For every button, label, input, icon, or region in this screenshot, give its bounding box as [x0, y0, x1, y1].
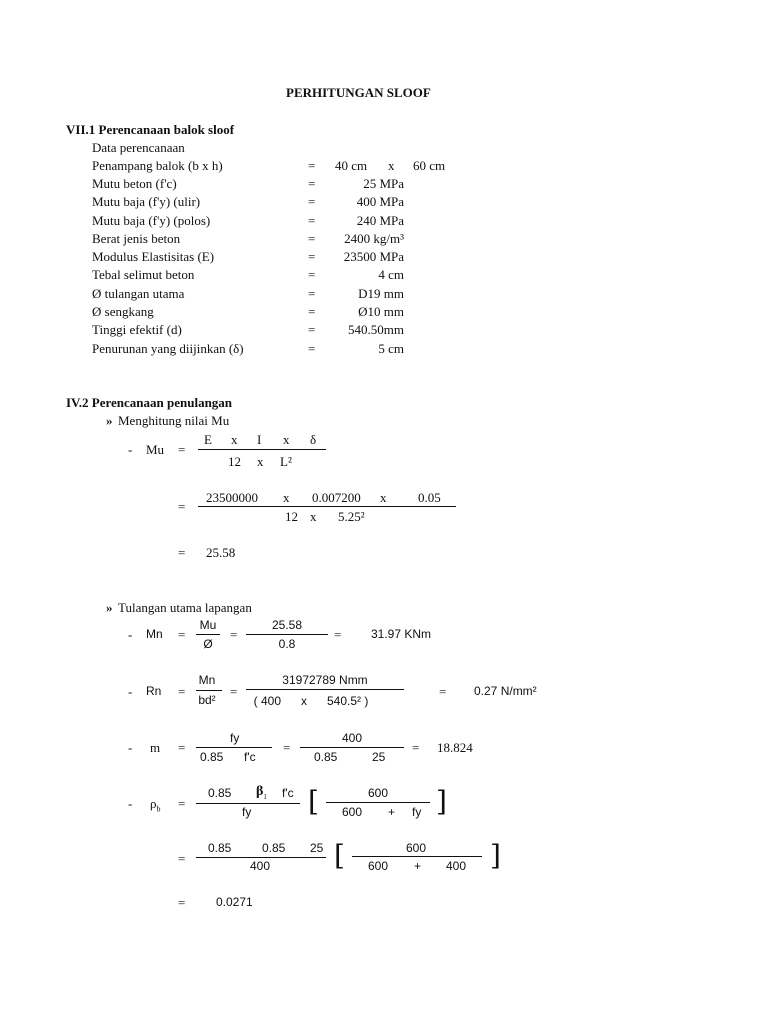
data-value: Ø10 mm: [358, 304, 404, 319]
dash: -: [128, 740, 133, 755]
equals-sign: =: [439, 684, 447, 699]
right-bracket: ]: [490, 839, 501, 872]
equals-sign: =: [308, 194, 316, 209]
data-value: 240 MPa: [356, 213, 404, 228]
fraction-bar: [198, 449, 326, 450]
dash: -: [128, 684, 133, 699]
subheading-lapangan: Tulangan utama lapangan: [118, 600, 252, 615]
fraction-bar: [196, 803, 300, 804]
mu-result: 25.58: [206, 545, 236, 560]
fraction-term: 12: [228, 454, 241, 469]
equals-sign: =: [178, 740, 186, 755]
dim-width: 40 cm: [335, 158, 368, 173]
equals-sign: =: [308, 341, 316, 356]
data-label: Tinggi efektif (d): [92, 322, 182, 337]
rho-label: $\rho_b$: [150, 796, 161, 814]
data-label: Mutu beton (f'c): [92, 176, 177, 191]
fraction-term: Mu: [199, 618, 217, 632]
fraction-term: 25: [372, 750, 386, 764]
mu-label: Mu: [146, 442, 165, 457]
fraction-term: 25.58: [271, 618, 303, 632]
fraction-term: δ: [310, 432, 317, 447]
m-result: 18.824: [437, 740, 473, 755]
fraction-term: bd²: [198, 693, 216, 707]
data-label: Modulus Elastisitas (E): [92, 249, 215, 264]
fraction-term: I: [257, 432, 262, 447]
fraction-term: L²: [280, 454, 292, 469]
fraction-term: 12: [285, 509, 298, 524]
fraction-term: fy: [412, 805, 422, 819]
section-heading-1: VII.1 Perencanaan balok sloof: [66, 122, 235, 137]
data-value: D19 mm: [358, 286, 404, 301]
fraction-bar: [196, 690, 222, 691]
equals-sign: =: [230, 627, 238, 642]
fraction-term: 600: [406, 841, 427, 855]
fraction-term: 400: [342, 731, 363, 745]
fraction-term: 0.85: [262, 841, 286, 855]
fraction-term: 31972789 Nmm: [282, 673, 368, 687]
dim-height: 60 cm: [413, 158, 446, 173]
data-value: 5 cm: [378, 341, 404, 356]
equals-sign: =: [308, 176, 316, 191]
fraction-term: x: [310, 509, 317, 524]
data-label: Penampang balok (b x h): [92, 158, 223, 173]
fraction-term: 600: [368, 859, 389, 873]
data-value: 540.50mm: [348, 322, 404, 337]
fraction-term: fy: [230, 731, 240, 745]
data-label: Ø tulangan utama: [92, 286, 185, 301]
section-heading-2: IV.2 Perencanaan penulangan: [66, 395, 233, 410]
fraction-term: x: [283, 490, 290, 505]
fraction-term: f'c: [282, 786, 294, 800]
equals-sign: =: [230, 684, 238, 699]
equals-sign: =: [308, 304, 316, 319]
equals-sign: =: [178, 499, 186, 514]
fraction-term: 0.8: [278, 637, 296, 651]
data-value: 4 cm: [378, 267, 404, 282]
equals-sign: =: [178, 545, 186, 560]
fraction-bar: [246, 634, 328, 635]
data-label: Mutu baja (f'y) (ulir): [92, 194, 201, 209]
fraction-term: 0.85: [314, 750, 338, 764]
data-label: Mutu baja (f'y) (polos): [92, 213, 211, 228]
bullet-icon: »: [106, 600, 113, 615]
fraction-term: 23500000: [206, 490, 258, 505]
data-label: Ø sengkang: [92, 304, 154, 319]
fraction-term: 0.007200: [312, 490, 361, 505]
data-label: Tebal selimut beton: [92, 267, 195, 282]
fraction-bar: [196, 747, 272, 748]
fraction-term: x: [231, 432, 238, 447]
fraction-term: Ø: [203, 637, 213, 651]
fraction-term: 600: [368, 786, 389, 800]
fraction-term: +: [388, 805, 396, 819]
mn-label: Mn: [146, 627, 163, 641]
rn-label: Rn: [146, 684, 162, 698]
equals-sign: =: [283, 740, 291, 755]
rn-result: 0.27 N/mm²: [474, 684, 537, 698]
mn-result: 31.97 KNm: [371, 627, 432, 641]
equals-sign: =: [308, 267, 316, 282]
fraction-term: 0.85: [208, 841, 232, 855]
dash: -: [128, 796, 133, 811]
fraction-bar: [300, 747, 404, 748]
fraction-term: 400: [250, 859, 271, 873]
left-bracket: [: [308, 785, 319, 818]
fraction-bar: [198, 506, 456, 507]
equals-sign: =: [178, 684, 186, 699]
fraction-term: Mn: [198, 673, 216, 687]
dash: -: [128, 442, 133, 457]
fraction-term: 600: [342, 805, 363, 819]
rho-subscript: b: [156, 804, 161, 814]
fraction-term: x: [283, 432, 290, 447]
equals-sign: =: [178, 895, 186, 910]
data-value: 23500 MPa: [343, 249, 404, 264]
fraction-bar: [196, 857, 326, 858]
fraction-term: 0.05: [418, 490, 441, 505]
equals-sign: =: [308, 322, 316, 337]
equals-sign: =: [178, 796, 186, 811]
dim-times: x: [388, 158, 395, 173]
fraction-term: ( 400 x 540.5² ): [253, 694, 369, 708]
equals-sign: =: [308, 231, 316, 246]
fraction-term: f'c: [244, 750, 256, 764]
fraction-term: 25: [310, 841, 324, 855]
equals-sign: =: [178, 851, 186, 866]
fraction-term: 5.25²: [338, 509, 365, 524]
data-value: 400 MPa: [356, 194, 404, 209]
equals-sign: =: [308, 158, 316, 173]
fraction-term: x: [257, 454, 264, 469]
fraction-bar: [246, 689, 404, 690]
equals-sign: =: [308, 213, 316, 228]
fraction-term: E: [204, 432, 212, 447]
fraction-bar: [196, 634, 220, 635]
data-value: 2400 kg/m³: [344, 231, 404, 246]
equals-sign: =: [178, 442, 186, 457]
data-label: Berat jenis beton: [92, 231, 181, 246]
dash: -: [128, 627, 133, 642]
fraction-term: +: [414, 859, 422, 873]
equals-sign: =: [334, 627, 342, 642]
m-label: m: [150, 740, 161, 755]
equals-sign: =: [412, 740, 420, 755]
fraction-term: 400: [446, 859, 467, 873]
fraction-term: fy: [242, 805, 252, 819]
equals-sign: =: [178, 627, 186, 642]
equals-sign: =: [308, 286, 316, 301]
rho-result: 0.0271: [216, 895, 253, 909]
fraction-term: 0.85: [200, 750, 224, 764]
data-intro: Data perencanaan: [92, 140, 185, 155]
data-value: 25 MPa: [363, 176, 404, 191]
fraction-term: x: [380, 490, 387, 505]
equals-sign: =: [308, 249, 316, 264]
data-label: Penurunan yang diijinkan (δ): [92, 341, 244, 356]
fraction-term: 0.85: [208, 786, 232, 800]
fraction-bar: [352, 856, 482, 857]
page-title: PERHITUNGAN SLOOF: [286, 85, 431, 100]
bullet-icon: »: [106, 413, 113, 428]
fraction-bar: [326, 802, 430, 803]
left-bracket: [: [334, 839, 345, 872]
right-bracket: ]: [436, 785, 447, 818]
fraction-term: $\beta_1$: [256, 784, 267, 801]
subheading-mu: Menghitung nilai Mu: [118, 413, 230, 428]
